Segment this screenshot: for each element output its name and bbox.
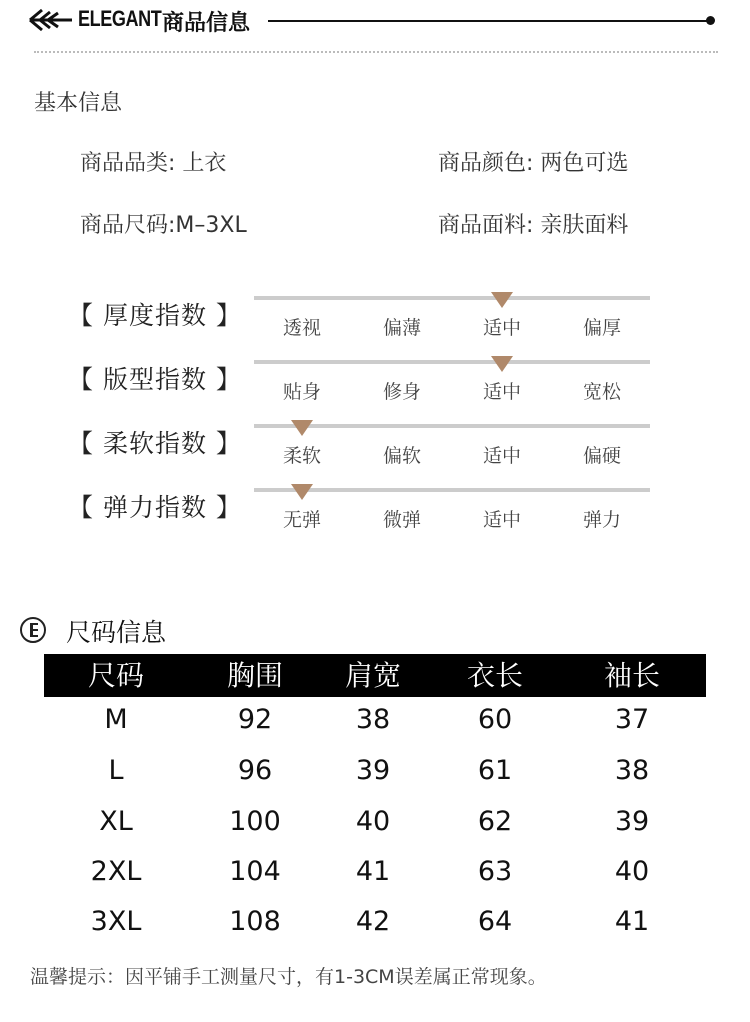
cell-length: 64	[477, 906, 513, 937]
index-marker-icon	[291, 420, 313, 436]
cell-size: 3XL	[90, 906, 142, 937]
cell-size: XL	[99, 806, 133, 837]
index-scale-bar	[254, 424, 650, 428]
cell-shoulder: 39	[355, 755, 391, 786]
index-marker-icon	[491, 356, 513, 372]
cell-shoulder: 41	[355, 856, 391, 887]
size-info-title: 尺码信息	[66, 618, 167, 647]
brand-name: ELEGANT	[78, 6, 162, 31]
cell-sleeve: 40	[614, 856, 650, 887]
index-option: 适中	[482, 509, 521, 531]
index-option: 适中	[482, 381, 521, 403]
index-option: 偏硬	[582, 445, 621, 467]
dotted-divider	[34, 51, 718, 53]
header-length: 衣长	[466, 659, 523, 692]
header-rule-dot	[706, 16, 715, 25]
cell-shoulder: 38	[355, 704, 391, 735]
cell-chest: 104	[229, 856, 281, 887]
header-sleeve: 袖长	[603, 659, 660, 692]
index-label: 【 弹力指数 】	[68, 493, 242, 522]
cell-length: 60	[477, 704, 513, 735]
index-option: 透视	[282, 317, 321, 339]
cell-chest: 100	[229, 806, 281, 837]
info-size: 商品尺码:M–3XL	[80, 213, 247, 238]
header-rule	[268, 20, 710, 22]
index-option: 偏薄	[382, 317, 421, 339]
cell-chest: 96	[237, 755, 273, 786]
arrow-feather-icon	[28, 6, 72, 34]
index-option: 适中	[482, 317, 521, 339]
index-option: 偏软	[382, 445, 421, 467]
cell-sleeve: 39	[614, 806, 650, 837]
cell-length: 63	[477, 856, 513, 887]
cell-shoulder: 40	[355, 806, 391, 837]
cell-chest: 92	[237, 704, 273, 735]
index-option: 微弹	[382, 509, 421, 531]
cell-length: 61	[477, 755, 513, 786]
header-size: 尺码	[87, 659, 144, 692]
index-option: 柔软	[282, 445, 321, 467]
index-label: 【 厚度指数 】	[68, 301, 242, 330]
size-table-header	[44, 654, 706, 697]
cell-size: 2XL	[90, 856, 142, 887]
index-option: 弹力	[582, 509, 621, 531]
index-scale-bar	[254, 296, 650, 300]
index-scale-bar	[254, 360, 650, 364]
info-fabric: 商品面料: 亲肤面料	[438, 213, 629, 238]
cell-chest: 108	[229, 906, 281, 937]
index-marker-icon	[491, 292, 513, 308]
cell-shoulder: 42	[355, 906, 391, 937]
cell-length: 62	[477, 806, 513, 837]
cell-sleeve: 37	[614, 704, 650, 735]
cell-size: M	[104, 704, 128, 735]
basic-info-title: 基本信息	[34, 91, 123, 116]
index-option: 无弹	[282, 509, 321, 531]
index-scale-bar	[254, 488, 650, 492]
index-label: 【 柔软指数 】	[68, 429, 242, 458]
cell-sleeve: 38	[614, 755, 650, 786]
index-option: 贴身	[282, 381, 321, 403]
cell-sleeve: 41	[614, 906, 650, 937]
index-option: 偏厚	[582, 317, 621, 339]
cell-size: L	[108, 755, 124, 786]
index-option: 修身	[382, 381, 421, 403]
page-title: 商品信息	[162, 11, 251, 36]
index-option: 宽松	[582, 381, 621, 403]
index-option: 适中	[482, 445, 521, 467]
circled-e-icon	[20, 617, 46, 643]
info-category: 商品品类: 上衣	[80, 151, 227, 176]
info-color: 商品颜色: 两色可选	[438, 151, 629, 176]
index-label: 【 版型指数 】	[68, 365, 242, 394]
header-shoulder: 肩宽	[344, 659, 401, 692]
header-chest: 胸围	[226, 659, 283, 692]
index-marker-icon	[291, 484, 313, 500]
footnote: 温馨提示：因平铺手工测量尺寸，有1-3CM误差属正常现象。	[30, 966, 547, 988]
